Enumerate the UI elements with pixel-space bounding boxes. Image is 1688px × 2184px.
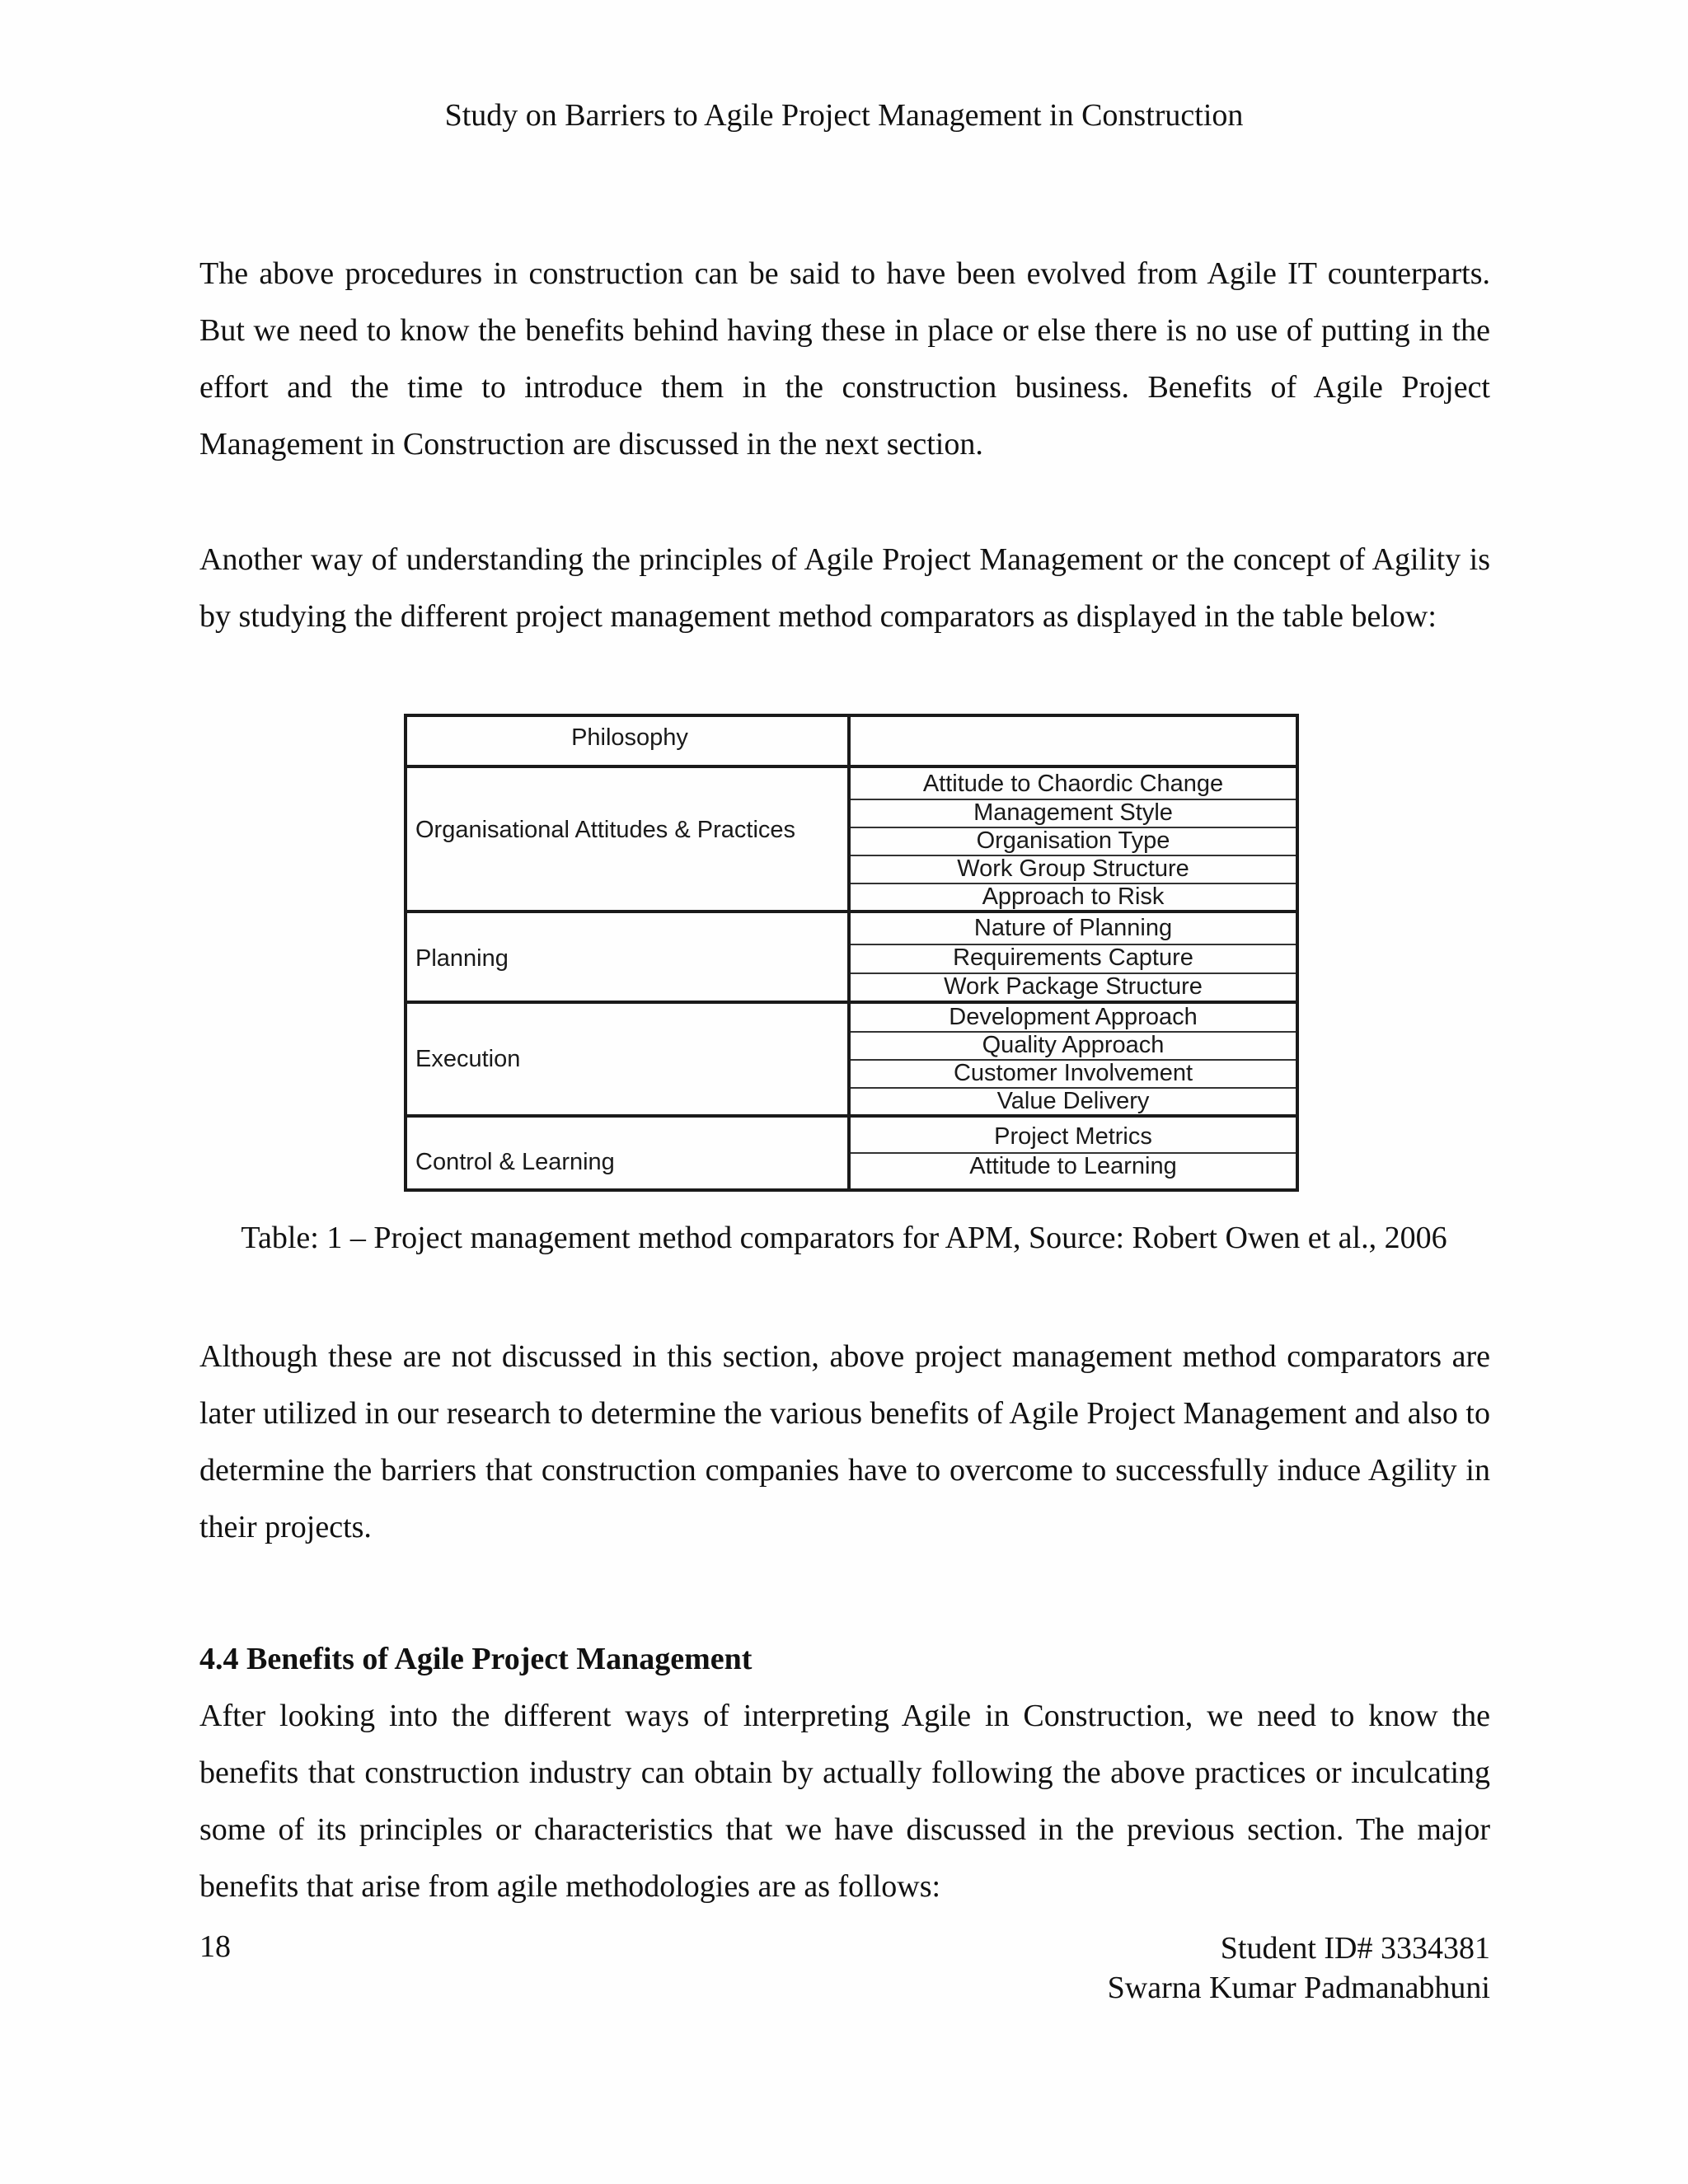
- table-header-philosophy: Philosophy: [571, 724, 688, 751]
- table-item: Attitude to Learning: [969, 1153, 1177, 1179]
- paragraph-intro: The above procedures in construction can be said to have been evolved from Agile IT counterparts. But we need to know the benefits behind having these in place or else there is no use of putting in the effort and the time to introduce them in the construction business. Benefits of Agile Project Management in Construction are discussed in the next section.: [199, 256, 1490, 462]
- table-group-label: Planning: [415, 945, 509, 972]
- student-id: Student ID# 3334381: [1220, 1931, 1490, 1966]
- table-group-label: Execution: [415, 1046, 521, 1072]
- page-number: 18: [199, 1929, 231, 1964]
- table-item: Management Style: [973, 799, 1173, 826]
- table-row-divider: [407, 1114, 1296, 1118]
- comparators-table: [404, 714, 1299, 1192]
- table-item: Development Approach: [949, 1004, 1198, 1030]
- table-item: Project Metrics: [994, 1123, 1152, 1150]
- table-caption: Table: 1 – Project management method comparators for APM, Source: Robert Owen et al., 2006: [241, 1221, 1447, 1255]
- table-item: Requirements Capture: [953, 944, 1193, 971]
- table-item: Quality Approach: [982, 1032, 1165, 1058]
- paragraph-benefits: After looking into the different ways of interpreting Agile in Construction, we need to know the benefits that construction industry can obtain by actually following the above practices or inculcating some of its principles or characteristics that we have discussed in the previous section. The major benefits that arise from agile methodologies are as follows:: [199, 1699, 1490, 1904]
- table-item: Approach to Risk: [982, 883, 1165, 910]
- paragraph-comparators: Another way of understanding the principles of Agile Project Management or the concept of Agility is by studying the different project management method comparators as displayed in the table below:: [199, 542, 1490, 634]
- author-name: Swarna Kumar Padmanabhuni: [1107, 1971, 1490, 2005]
- table-item: Customer Involvement: [953, 1060, 1193, 1086]
- running-header: Study on Barriers to Agile Project Management in Construction: [444, 98, 1244, 133]
- footer-author-block: [1108, 1929, 1490, 2008]
- table-group-label: Organisational Attitudes & Practices: [415, 817, 796, 843]
- table-item: Attitude to Chaordic Change: [922, 771, 1224, 797]
- table-item: Nature of Planning: [973, 915, 1173, 941]
- table-item: Organisation Type: [976, 827, 1170, 854]
- paragraph-comparators-usage: Although these are not discussed in this section, above project management method comparators are later utilized in our research to determine the various benefits of Agile Project Management and also to determine the barriers that construction companies have to overcome to successfully induce Agility in their projects.: [199, 1339, 1490, 1544]
- table-row-divider: [407, 765, 1296, 768]
- section-heading: 4.4 Benefits of Agile Project Management: [199, 1642, 753, 1676]
- table-item: Work Package Structure: [944, 973, 1203, 1000]
- table-item: Value Delivery: [996, 1088, 1150, 1114]
- table-row-divider: [407, 910, 1296, 913]
- table-group-label: Control & Learning: [415, 1149, 615, 1175]
- table-item: Work Group Structure: [957, 855, 1189, 882]
